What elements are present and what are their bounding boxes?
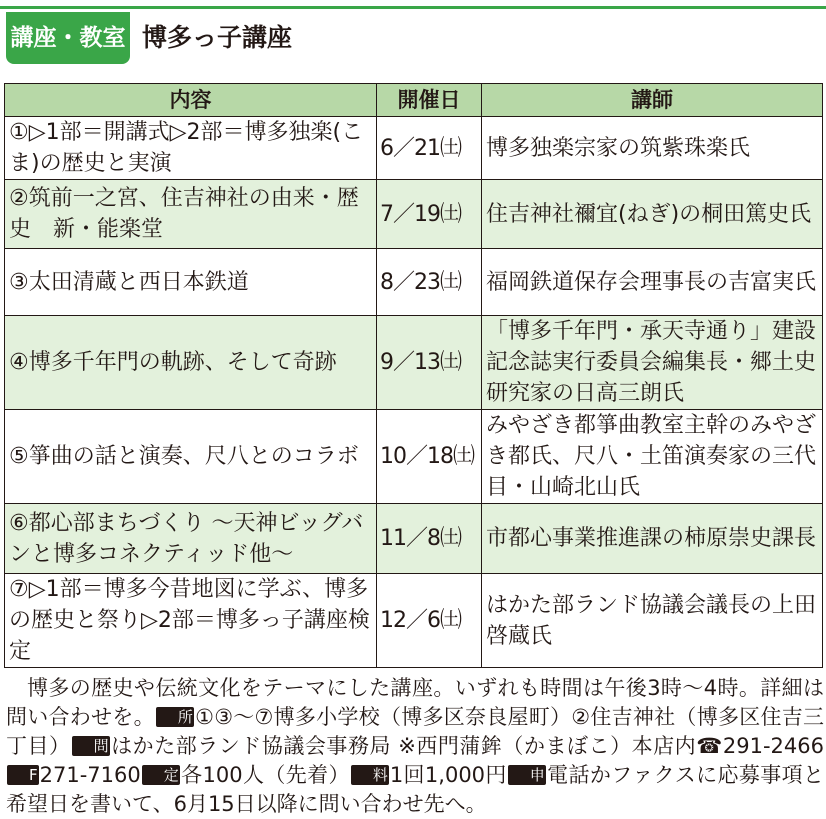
notes-intro: 博多の歴史や伝統文化をテーマにした講座。いずれも時間は午後3時～4時。詳細は問い合わせを。 [6, 676, 824, 729]
row-content: ①▷1部＝開講式▷2部＝博多独楽(こま)の歴史と実演 [5, 117, 377, 180]
notes-apply: 電話かファクスに応募事項と希望日を書いて、6月15日以降に問い合わせ先へ。 [6, 763, 824, 816]
apply-icon: 申 [508, 765, 546, 785]
phone-icon: ☎ [696, 734, 723, 758]
capacity-icon: 定 [142, 765, 180, 785]
row-content: ④博多千年門の軌跡、そして奇跡 [5, 316, 377, 410]
row-date: 6／21㈯ [377, 117, 482, 180]
row-lecturer: みやざき都箏曲教室主幹のみやざき都氏、尺八・土笛演奏家の三代目・山崎北山氏 [482, 410, 823, 504]
column-header-date: 開催日 [377, 84, 482, 117]
notes-tel: 291-2466 [722, 734, 824, 758]
event-notes [6, 674, 824, 819]
header-rule [0, 6, 826, 9]
section-header [0, 0, 826, 68]
notes-capacity: 各100人（先着） [180, 763, 350, 787]
table-row [5, 410, 823, 504]
table-row [5, 249, 823, 316]
notes-inquiry: はかた部ランド協議会事務局 ※西門蒲鉾（かまぼこ）本店内 [110, 734, 697, 758]
row-content: ⑥都心部まちづくり ～天神ビッグバンと博多コネクティッド他～ [5, 504, 377, 574]
row-content: ③太田清蔵と西日本鉄道 [5, 249, 377, 316]
column-header-content: 内容 [5, 84, 377, 117]
place-icon: 所 [156, 707, 194, 727]
row-lecturer: 博多独楽宗家の筑紫珠楽氏 [482, 117, 823, 180]
table-row [5, 117, 823, 180]
table-row [5, 574, 823, 668]
fax-icon: F [7, 765, 39, 785]
row-date: 9／13㈯ [377, 316, 482, 410]
row-date: 11／8㈯ [377, 504, 482, 574]
row-content: ⑤箏曲の話と演奏、尺八とのコラボ [5, 410, 377, 504]
row-date: 8／23㈯ [377, 249, 482, 316]
column-header-lecturer: 講師 [482, 84, 823, 117]
schedule-table [4, 83, 823, 668]
row-lecturer: 住吉神社禰宜(ねぎ)の桐田篤史氏 [482, 180, 823, 249]
row-date: 12／6㈯ [377, 574, 482, 668]
notes-fax: 271-7160 [39, 763, 141, 787]
row-content: ⑦▷1部＝博多今昔地図に学ぶ、博多の歴史と祭り▷2部＝博多っ子講座検定 [5, 574, 377, 668]
table-row [5, 180, 823, 249]
inquiry-icon: 問 [72, 736, 110, 756]
table-row [5, 316, 823, 410]
row-date: 7／19㈯ [377, 180, 482, 249]
row-content: ②筑前一之宮、住吉神社の由来・歴史 新・能楽堂 [5, 180, 377, 249]
fee-icon: 料 [351, 765, 389, 785]
page-title: 博多っ子講座 [142, 23, 293, 52]
table-header-row [5, 84, 823, 117]
row-lecturer: 「博多千年門・承天寺通り」建設記念誌実行委員会編集長・郷土史研究家の日高三朗氏 [482, 316, 823, 410]
notes-paragraph [6, 674, 824, 819]
row-lecturer: はかた部ランド協議会議長の上田啓蔵氏 [482, 574, 823, 668]
notes-place: ①③～⑦博多小学校（博多区奈良屋町）②住吉神社（博多区住吉三丁目） [6, 705, 825, 758]
notes-fee: 1回1,000円 [389, 763, 507, 787]
row-lecturer: 福岡鉄道保存会理事長の吉富実氏 [482, 249, 823, 316]
row-date: 10／18㈯ [377, 410, 482, 504]
row-lecturer: 市都心事業推進課の柿原崇史課長 [482, 504, 823, 574]
table-row [5, 504, 823, 574]
category-tag: 講座・教室 [6, 12, 130, 64]
